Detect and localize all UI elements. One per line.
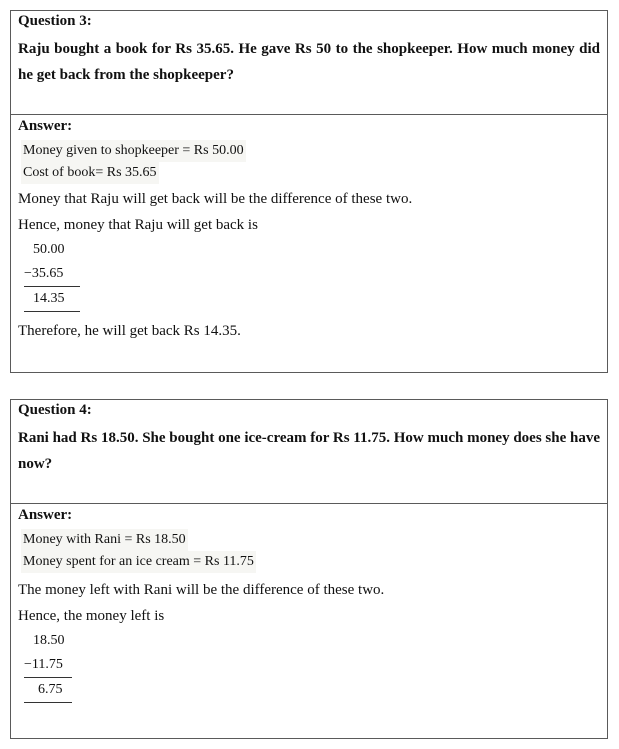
minuend: 50.00 [33,242,65,257]
subtraction-working [24,238,80,312]
lead-text: Hence, the money left is [18,608,165,624]
conclusion-text: Therefore, he will get back Rs 14.35. [18,323,241,339]
given-values [21,140,600,184]
difference: 14.35 [24,287,80,312]
given-line: Cost of book= Rs 35.65 [21,162,159,184]
question-label: Question 4: [18,402,92,418]
answer-label: Answer: [18,118,73,134]
subtrahend: −11.75 [24,653,72,678]
answer-section [11,506,607,703]
question-section [11,11,607,115]
subtraction-working [24,629,72,703]
question-3-card [10,10,608,373]
question-label: Question 3: [18,13,92,29]
given-line: Money given to shopkeeper = Rs 50.00 [21,140,246,162]
lead-text: Hence, money that Raju will get back is [18,217,258,233]
minuend: 18.50 [33,633,65,648]
answer-label: Answer: [18,507,73,523]
question-section [11,400,607,504]
given-line: Money with Rani = Rs 18.50 [21,529,188,551]
given-line: Money spent for an ice cream = Rs 11.75 [21,551,256,573]
given-values [21,529,600,573]
subtrahend: −35.65 [24,262,80,287]
question-text: Rani had Rs 18.50. She bought one ice-cream for Rs 11.75. How much money does she have now? [18,430,600,472]
explanation-text: The money left with Rani will be the difference of these two. [18,582,385,598]
question-text: Raju bought a book for Rs 35.65. He gave Rs 50 to the shopkeeper. How much money did he get back from the shopkeeper? [18,41,600,83]
explanation-text: Money that Raju will get back will be the difference of these two. [18,191,413,207]
answer-section [11,117,607,344]
difference: 6.75 [24,678,72,703]
question-4-card [10,399,608,739]
